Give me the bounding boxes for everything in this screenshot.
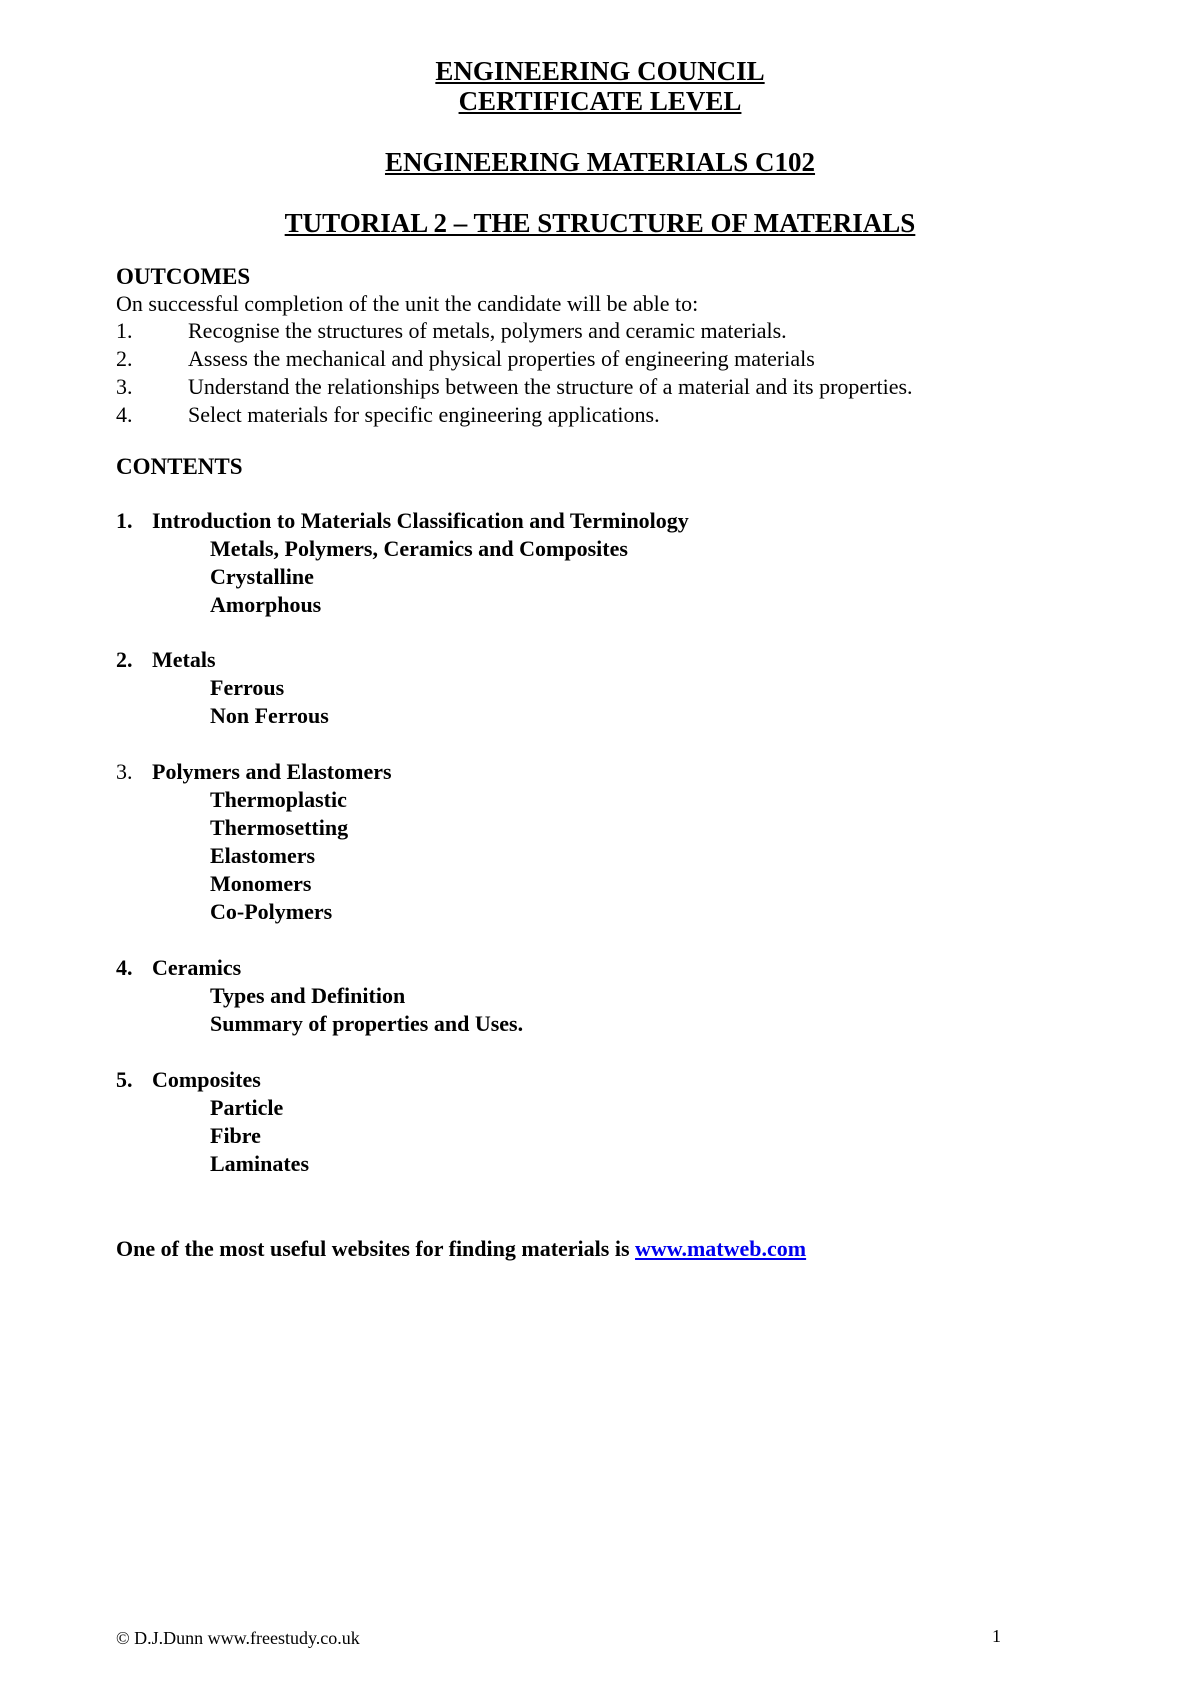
section-subitem: Thermosetting bbox=[210, 815, 349, 840]
title-line-2: CERTIFICATE LEVEL bbox=[458, 86, 742, 116]
section-title: Introduction to Materials Classification and Terminology bbox=[152, 508, 689, 533]
outcome-number: 2. bbox=[116, 346, 133, 371]
section-number: 2. bbox=[116, 647, 133, 672]
website-line bbox=[116, 1236, 806, 1262]
section-subitem: Elastomers bbox=[210, 843, 316, 868]
title-line-1: ENGINEERING COUNCIL bbox=[435, 56, 765, 86]
footer-copyright: © D.J.Dunn www.freestudy.co.uk bbox=[116, 1628, 360, 1648]
section-number: 1. bbox=[116, 508, 133, 533]
website-text: One of the most useful websites for finding materials is bbox=[116, 1236, 636, 1261]
section-number: 4. bbox=[116, 955, 133, 980]
section-subitem: Ferrous bbox=[210, 675, 285, 700]
outcomes-intro: On successful completion of the unit the candidate will be able to: bbox=[116, 291, 699, 316]
outcome-number: 1. bbox=[116, 318, 133, 343]
section-subitem: Metals, Polymers, Ceramics and Composites bbox=[210, 536, 628, 561]
section-subitem: Amorphous bbox=[210, 592, 322, 617]
tutorial-title: TUTORIAL 2 – THE STRUCTURE OF MATERIALS bbox=[284, 208, 916, 238]
section-number: 5. bbox=[116, 1067, 133, 1092]
section-subitem: Summary of properties and Uses. bbox=[210, 1011, 524, 1036]
section-subitem: Fibre bbox=[210, 1123, 261, 1148]
outcome-number: 3. bbox=[116, 374, 133, 399]
section-subitem: Types and Definition bbox=[210, 983, 406, 1008]
section-subitem: Laminates bbox=[210, 1151, 309, 1176]
outcome-number: 4. bbox=[116, 402, 133, 427]
outcome-text: Assess the mechanical and physical properties of engineering materials bbox=[188, 346, 815, 371]
section-subitem: Crystalline bbox=[210, 564, 314, 589]
contents-heading: CONTENTS bbox=[116, 454, 243, 479]
matweb-link[interactable]: www.matweb.com bbox=[635, 1236, 807, 1261]
section-subitem: Particle bbox=[210, 1095, 284, 1120]
outcome-text: Recognise the structures of metals, polymers and ceramic materials. bbox=[188, 318, 787, 343]
section-title: Composites bbox=[152, 1067, 261, 1092]
section-title: Polymers and Elastomers bbox=[152, 759, 392, 784]
page-number: 1 bbox=[992, 1626, 1001, 1646]
outcome-text: Select materials for specific engineering applications. bbox=[188, 402, 660, 427]
outcomes-heading: OUTCOMES bbox=[116, 264, 251, 289]
course-title: ENGINEERING MATERIALS C102 bbox=[384, 147, 816, 177]
section-subitem: Monomers bbox=[210, 871, 312, 896]
section-subitem: Thermoplastic bbox=[210, 787, 347, 812]
section-title: Metals bbox=[152, 647, 216, 672]
section-subitem: Co-Polymers bbox=[210, 899, 333, 924]
section-number: 3. bbox=[116, 759, 133, 784]
section-subitem: Non Ferrous bbox=[210, 703, 329, 728]
section-title: Ceramics bbox=[152, 955, 242, 980]
outcome-text: Understand the relationships between the structure of a material and its properties. bbox=[188, 374, 913, 399]
